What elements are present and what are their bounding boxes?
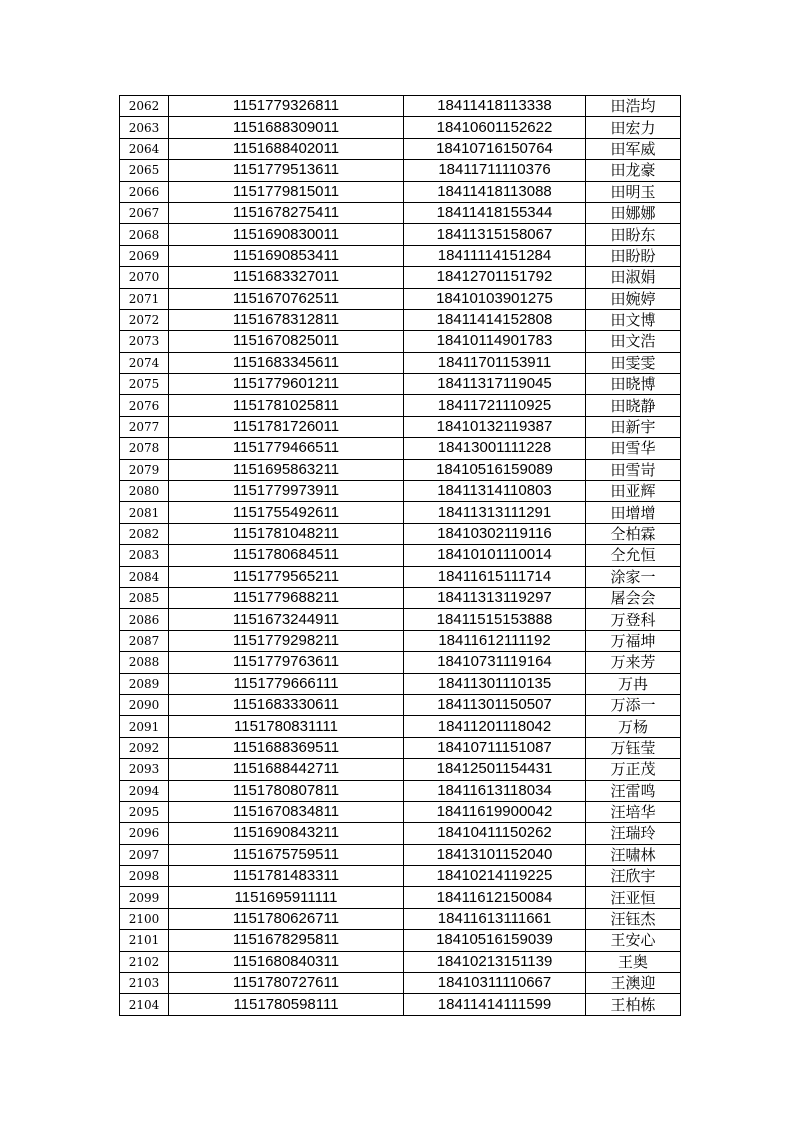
exam-number: 1151688402011 [169,138,404,159]
exam-number: 1151678295811 [169,930,404,951]
candidate-name: 田晓博 [586,374,681,395]
row-number: 2084 [120,566,169,587]
table-row [120,224,681,245]
row-number: 2062 [120,96,169,117]
table-row [120,395,681,416]
candidate-name: 田增增 [586,502,681,523]
table-row [120,267,681,288]
candidate-name: 田雪岢 [586,459,681,480]
row-number: 2071 [120,288,169,309]
exam-number: 1151678312811 [169,309,404,330]
candidate-number: 18411615111714 [404,566,586,587]
table-row [120,951,681,972]
exam-number: 1151675759511 [169,844,404,865]
candidate-number: 18411721110925 [404,395,586,416]
row-number: 2085 [120,587,169,608]
candidate-number: 18410101110014 [404,545,586,566]
candidate-name: 汪欣宇 [586,866,681,887]
candidate-name: 王安心 [586,930,681,951]
row-number: 2083 [120,545,169,566]
exam-number: 1151779466511 [169,438,404,459]
exam-number: 1151755492611 [169,502,404,523]
row-number: 2070 [120,267,169,288]
candidate-name: 田新宇 [586,416,681,437]
exam-number: 1151670825011 [169,331,404,352]
exam-number: 1151779298211 [169,630,404,651]
candidate-name: 万正茂 [586,759,681,780]
candidate-number: 18411613111661 [404,908,586,929]
table-row [120,737,681,758]
exam-number: 1151690830011 [169,224,404,245]
row-number: 2082 [120,523,169,544]
row-number: 2088 [120,652,169,673]
exam-number: 1151690853411 [169,245,404,266]
row-number: 2099 [120,887,169,908]
candidate-number: 18410302119116 [404,523,586,544]
candidate-number: 18411114151284 [404,245,586,266]
exam-number: 1151781025811 [169,395,404,416]
candidate-name: 田盼东 [586,224,681,245]
row-number: 2094 [120,780,169,801]
candidate-number: 18411515153888 [404,609,586,630]
row-number: 2080 [120,481,169,502]
candidate-number: 18412701151792 [404,267,586,288]
candidate-name: 仝允恒 [586,545,681,566]
candidate-number: 18410731119164 [404,652,586,673]
candidate-name: 田娜娜 [586,202,681,223]
candidate-number: 18410213151139 [404,951,586,972]
row-number: 2090 [120,694,169,715]
candidate-number: 18410716150764 [404,138,586,159]
candidate-number: 18410411150262 [404,823,586,844]
candidate-table-body [120,96,681,1016]
candidate-name: 田盼盼 [586,245,681,266]
candidate-name: 汪啸林 [586,844,681,865]
exam-number: 1151779973911 [169,481,404,502]
candidate-number: 18410114901783 [404,331,586,352]
exam-number: 1151670762511 [169,288,404,309]
candidate-name: 田晓静 [586,395,681,416]
candidate-number: 18411613118034 [404,780,586,801]
table-row [120,908,681,929]
exam-number: 1151695863211 [169,459,404,480]
row-number: 2075 [120,374,169,395]
row-number: 2076 [120,395,169,416]
exam-number: 1151780598111 [169,994,404,1015]
table-row [120,309,681,330]
table-row [120,652,681,673]
candidate-name: 汪亚恒 [586,887,681,908]
table-row [120,374,681,395]
candidate-number: 18410516159039 [404,930,586,951]
table-row [120,160,681,181]
candidate-name: 王澳迎 [586,973,681,994]
exam-number: 1151690843211 [169,823,404,844]
candidate-number: 18411313111291 [404,502,586,523]
table-row [120,438,681,459]
row-number: 2087 [120,630,169,651]
candidate-number: 18410132119387 [404,416,586,437]
row-number: 2093 [120,759,169,780]
table-row [120,630,681,651]
candidate-number: 18410601152622 [404,117,586,138]
row-number: 2068 [120,224,169,245]
candidate-name: 万杨 [586,716,681,737]
row-number: 2092 [120,737,169,758]
row-number: 2101 [120,930,169,951]
candidate-name: 田婉婷 [586,288,681,309]
table-row [120,609,681,630]
table-row [120,566,681,587]
table-row [120,694,681,715]
candidate-name: 田雪华 [586,438,681,459]
candidate-number: 18413001111228 [404,438,586,459]
table-row [120,801,681,822]
exam-number: 1151779326811 [169,96,404,117]
table-row [120,459,681,480]
table-row [120,523,681,544]
exam-number: 1151780727611 [169,973,404,994]
candidate-name: 田亚辉 [586,481,681,502]
candidate-name: 汪瑞玲 [586,823,681,844]
candidate-number: 18411314110803 [404,481,586,502]
exam-number: 1151780684511 [169,545,404,566]
candidate-name: 田军威 [586,138,681,159]
table-row [120,673,681,694]
table-row [120,96,681,117]
table-row [120,181,681,202]
exam-number: 1151683345611 [169,352,404,373]
candidate-name: 涂家一 [586,566,681,587]
row-number: 2066 [120,181,169,202]
candidate-number: 18411619900042 [404,801,586,822]
candidate-number: 18410516159089 [404,459,586,480]
candidate-name: 万冉 [586,673,681,694]
candidate-name: 万登科 [586,609,681,630]
table-row [120,994,681,1015]
table-row [120,416,681,437]
exam-number: 1151779565211 [169,566,404,587]
exam-number: 1151781048211 [169,523,404,544]
table-row [120,202,681,223]
table-row [120,138,681,159]
table-row [120,288,681,309]
table-row [120,245,681,266]
table-row [120,887,681,908]
candidate-number: 18411418113338 [404,96,586,117]
candidate-number: 18411301110135 [404,673,586,694]
row-number: 2102 [120,951,169,972]
exam-number: 1151779763611 [169,652,404,673]
candidate-name: 万来芳 [586,652,681,673]
candidate-number: 18411317119045 [404,374,586,395]
candidate-number: 18411201118042 [404,716,586,737]
exam-number: 1151781483311 [169,866,404,887]
row-number: 2077 [120,416,169,437]
table-row [120,716,681,737]
candidate-table [119,95,681,1016]
table-row [120,117,681,138]
row-number: 2097 [120,844,169,865]
exam-number: 1151780831111 [169,716,404,737]
candidate-name: 田龙豪 [586,160,681,181]
candidate-number: 18410311110667 [404,973,586,994]
candidate-number: 18411315158067 [404,224,586,245]
row-number: 2067 [120,202,169,223]
candidate-name: 王柏栋 [586,994,681,1015]
exam-number: 1151779688211 [169,587,404,608]
exam-number: 1151688309011 [169,117,404,138]
candidate-number: 18412501154431 [404,759,586,780]
exam-number: 1151688369511 [169,737,404,758]
table-row [120,331,681,352]
candidate-name: 屠会会 [586,587,681,608]
exam-number: 1151678275411 [169,202,404,223]
row-number: 2078 [120,438,169,459]
row-number: 2079 [120,459,169,480]
candidate-name: 田文博 [586,309,681,330]
row-number: 2063 [120,117,169,138]
exam-number: 1151779666111 [169,673,404,694]
exam-number: 1151683330611 [169,694,404,715]
table-row [120,823,681,844]
exam-number: 1151780626711 [169,908,404,929]
row-number: 2069 [120,245,169,266]
exam-number: 1151680840311 [169,951,404,972]
exam-number: 1151779513611 [169,160,404,181]
exam-number: 1151688442711 [169,759,404,780]
candidate-number: 18411612150084 [404,887,586,908]
exam-number: 1151695911111 [169,887,404,908]
exam-number: 1151670834811 [169,801,404,822]
candidate-name: 王奥 [586,951,681,972]
row-number: 2089 [120,673,169,694]
table-row [120,352,681,373]
table-row [120,780,681,801]
row-number: 2081 [120,502,169,523]
candidate-name: 田文浩 [586,331,681,352]
candidate-number: 18411418113088 [404,181,586,202]
exam-number: 1151779815011 [169,181,404,202]
candidate-name: 汪雷鸣 [586,780,681,801]
candidate-number: 18411612111192 [404,630,586,651]
row-number: 2064 [120,138,169,159]
candidate-number: 18410103901275 [404,288,586,309]
candidate-number: 18411414152808 [404,309,586,330]
exam-number: 1151781726011 [169,416,404,437]
row-number: 2074 [120,352,169,373]
candidate-number: 18411711110376 [404,160,586,181]
candidate-number: 18410214119225 [404,866,586,887]
candidate-number: 18411313119297 [404,587,586,608]
candidate-number: 18411414111599 [404,994,586,1015]
row-number: 2091 [120,716,169,737]
candidate-name: 田雯雯 [586,352,681,373]
row-number: 2073 [120,331,169,352]
table-row [120,930,681,951]
table-row [120,973,681,994]
row-number: 2103 [120,973,169,994]
row-number: 2065 [120,160,169,181]
exam-number: 1151780807811 [169,780,404,801]
candidate-name: 万福坤 [586,630,681,651]
row-number: 2100 [120,908,169,929]
table-row [120,481,681,502]
exam-number: 1151779601211 [169,374,404,395]
candidate-name: 仝柏霖 [586,523,681,544]
table-row [120,866,681,887]
candidate-name: 田宏力 [586,117,681,138]
table-row [120,759,681,780]
table-row [120,587,681,608]
candidate-number: 18411301150507 [404,694,586,715]
table-row [120,844,681,865]
row-number: 2104 [120,994,169,1015]
candidate-number: 18413101152040 [404,844,586,865]
candidate-name: 田浩均 [586,96,681,117]
candidate-name: 田明玉 [586,181,681,202]
candidate-name: 汪培华 [586,801,681,822]
table-row [120,502,681,523]
exam-number: 1151683327011 [169,267,404,288]
row-number: 2098 [120,866,169,887]
exam-number: 1151673244911 [169,609,404,630]
candidate-number: 18411701153911 [404,352,586,373]
candidate-name: 田淑娟 [586,267,681,288]
row-number: 2095 [120,801,169,822]
row-number: 2086 [120,609,169,630]
row-number: 2072 [120,309,169,330]
candidate-name: 万添一 [586,694,681,715]
candidate-number: 18410711151087 [404,737,586,758]
row-number: 2096 [120,823,169,844]
table-row [120,545,681,566]
candidate-name: 汪钰杰 [586,908,681,929]
candidate-number: 18411418155344 [404,202,586,223]
candidate-name: 万钰莹 [586,737,681,758]
